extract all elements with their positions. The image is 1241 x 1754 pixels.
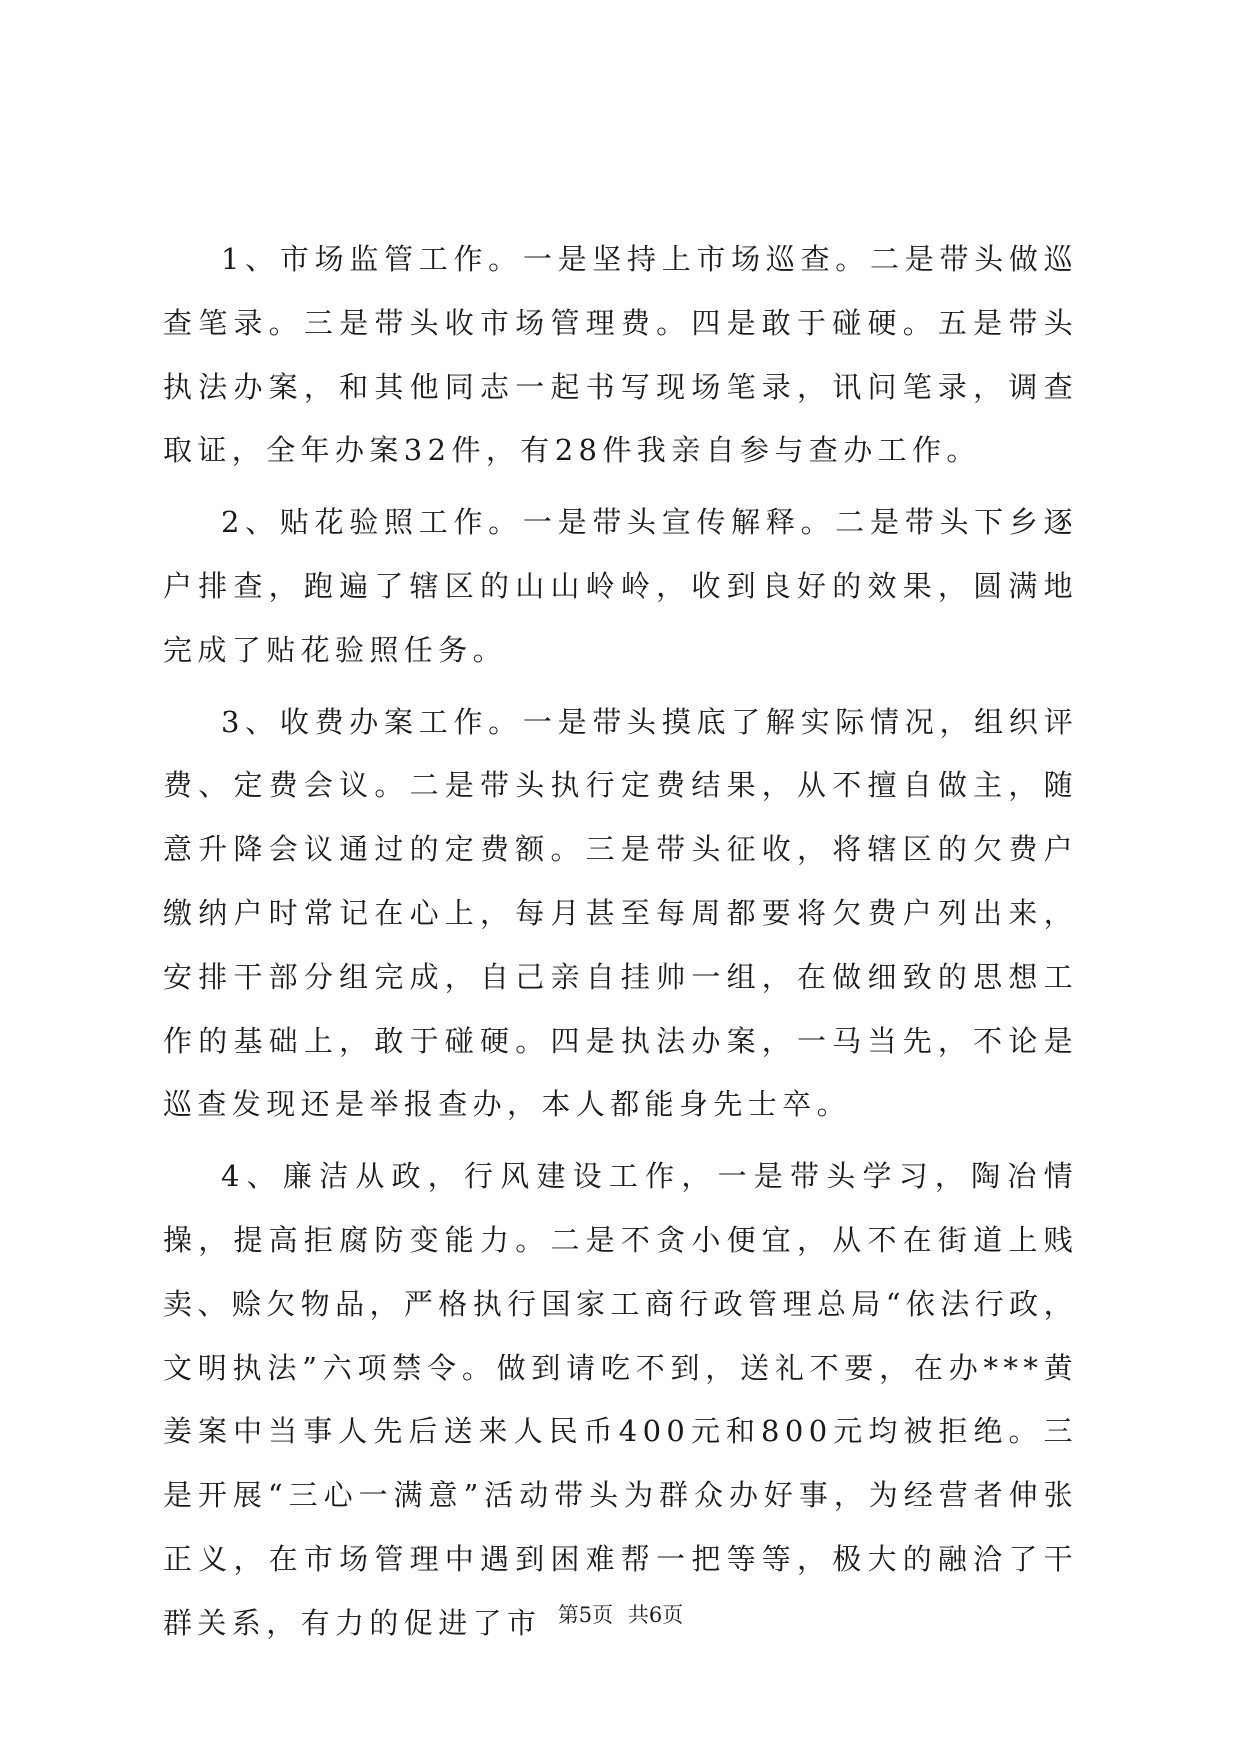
document-body xyxy=(163,228,1078,1664)
paragraph-fee-collection: 3、收费办案工作。一是带头摸底了解实际情况，组织评费、定费会议。二是带头执行定费结果，从不擅自做主，随意升降会议通过的定费额。三是带头征收，将辖区的欠费户缴纳户时常记在心上，每月甚至每周都要将欠费户列出来，安排干部分组完成，自己亲自挂帅一组，在做细致的思想工作的基础上，敢于碰硬。四是执法办案，一马当先，不论是巡查发现还是举报查办，本人都能身先士卒。 xyxy=(163,704,1078,1122)
page-footer xyxy=(0,1600,1241,1630)
paragraph-market-supervision: 1、市场监管工作。一是坚持上市场巡查。二是带头做巡查笔录。三是带头收市场管理费。四是敢于碰硬。五是带头执法办案，和其他同志一起书写现场笔录，讯问笔录，调查取证，全年办案32件，有28件我亲自参与查办工作。 xyxy=(163,242,1078,468)
paragraph-integrity-conduct: 4、廉洁从政，行风建设工作，一是带头学习，陶冶情操，提高拒腐防变能力。二是不贪小便宜，从不在街道上贱卖、赊欠物品，严格执行国家工商行政管理总局“依法行政，文明执法”六项禁令。做到请吃不到，送礼不要，在办***黄姜案中当事人先后送来人民币400元和800元均被拒绝。三是开展“三心一满意”活动带头为群众办好事，为经营者伸张正义，在市场管理中遇到困难帮一把等等，极大的融洽了干群关系，有力的促进了市 xyxy=(163,1159,1078,1640)
paragraph-license-inspection: 2、贴花验照工作。一是带头宣传解释。二是带头下乡逐户排查，跑遍了辖区的山山岭岭，收到良好的效果，圆满地完成了贴花验照任务。 xyxy=(163,505,1078,667)
page-total: 共6页 xyxy=(627,1603,684,1627)
page-number: 第5页 xyxy=(557,1603,614,1627)
